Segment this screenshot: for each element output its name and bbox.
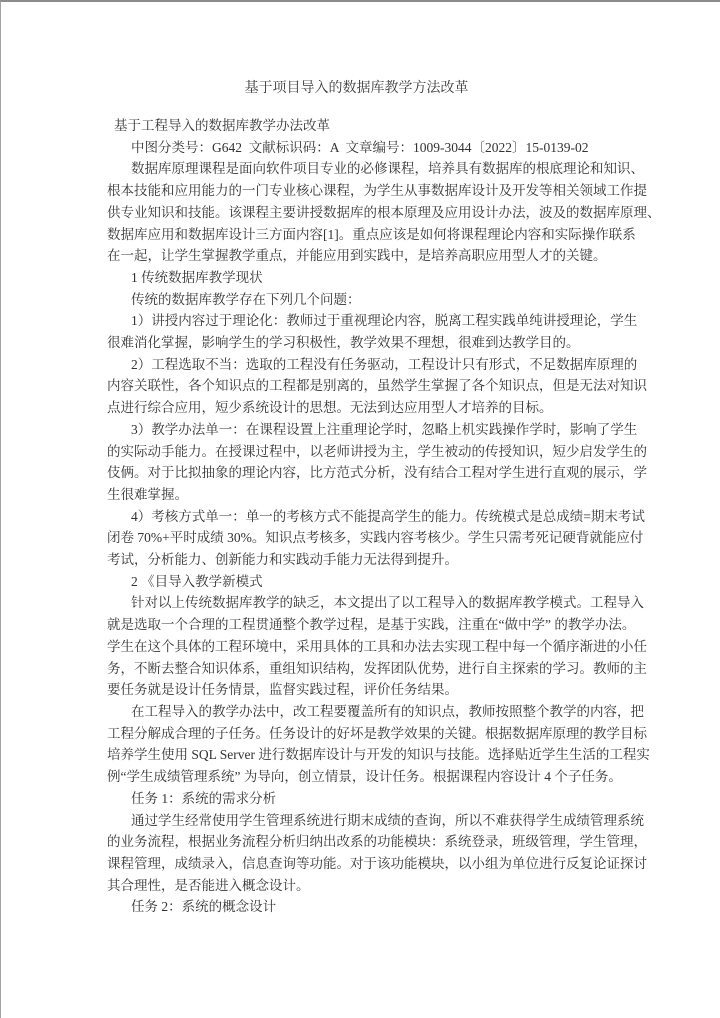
paragraph-line: 2）工程选取不当：选取的工程没有任务驱动，工程设计只有形式，不足数据库原理的 [131, 356, 638, 372]
paragraph-line: 供专业知识和技能。该课程主要讲授数据库的根本原理及应用设计办法，波及的数据库原理、 [107, 204, 661, 220]
paragraph-line: 在一起，让学生掌握教学重点，并能应用到实践中，是培养高职应用型人才的关键。 [107, 248, 607, 264]
paragraph-line: 数据库应用和数据库设计三方面内容[1]。重点应该是如何将课程理论内容和实际操作联系 [107, 226, 636, 242]
paragraph-line: 的实际动手能力。在授课过程中，以老师讲授为主，学生被动的传授知识，短少启发学生的 [107, 443, 647, 459]
paragraph-line: 的业务流程，根据业务流程分析归纳出改系的功能模块：系统登录，班级管理，学生管理， [107, 834, 647, 850]
paragraph-line: 很难消化掌握，影响学生的学习积极性，教学效果不理想，很难到达教学目的。 [107, 335, 580, 351]
task-heading: 任务 1：系统的需求分析 [131, 790, 277, 806]
paragraph-line: 培养学生使用 SQL Server 进行数据库设计与开发的知识与技能。选择贴近学生生活的工程实 [107, 747, 650, 763]
paragraph-line: 4）考核方式单一：单一的考核方式不能提高学生的能力。传统模式是总成绩=期末考试 [131, 508, 645, 524]
paragraph-line: 点进行综合应用，短少系统设计的思想。无法到达应用型人才培养的目标。 [107, 400, 553, 416]
paragraph-line: 内容关联性，各个知识点的工程都是别离的，虽然学生掌握了各个知识点，但是无法对知识 [107, 378, 647, 394]
paragraph-line: 就是选取一个合理的工程贯通整个教学过程，是基于实践，注重在“做中学” 的教学办法。 [107, 617, 636, 633]
paragraph-line: 通过学生经常使用学生管理系统进行期末成绩的查询，所以不难获得学生成绩管理系统 [131, 812, 644, 828]
section-heading: 1 传统数据库教学现状 [131, 269, 263, 285]
title-spacer [107, 100, 720, 115]
paragraph-line: 例“学生成绩管理系统” 为导向，创立情景，设计任务。根据课程内容设计 4 个子任务。 [107, 769, 622, 785]
paragraph-line: 传统的数据库教学存在下列几个问题： [131, 291, 361, 307]
meta-line: 中图分类号：G642 文献标识码：A 文章编号：1009-3044〔2022〕15-0139-02 [131, 139, 589, 155]
paragraph-line: 课程管理，成绩录入，信息查询等功能。对于该功能模块，以小组为单位进行反复论证探讨 [107, 855, 647, 871]
paragraph-line: 考试，分析能力、创新能力和实践动手能力无法得到提升。 [107, 552, 458, 568]
paragraph-line: 闭卷 70%+平时成绩 30%。知识点考核多，实践内容考核少。学生只需考死记硬背就能应付 [107, 530, 644, 546]
paragraph-line: 学生在这个具体的工程环境中，采用具体的工具和办法去实现工程中每一个循序渐进的小任 [107, 638, 647, 654]
paragraph-line: 生很难掌握。 [107, 486, 188, 502]
subtitle-line: 基于工程导入的数据库教学办法改革 [114, 118, 330, 133]
paragraph-line: 其合理性，是否能进入概念设计。 [107, 877, 310, 893]
document-title: 基于项目导入的数据库教学方法改革 [244, 81, 469, 96]
paragraph-line: 工程分解成合理的子任务。任务设计的好坏是教学效果的关键。根据数据库原理的教学目标 [107, 725, 647, 741]
paragraph-line: 伎俩。对于比拟抽象的理论内容，比方范式分析，没有结合工程对学生进行直观的展示，学 [107, 465, 647, 481]
paragraph-line: 在工程导入的教学办法中，改工程要覆盖所有的知识点，教师按照整个教学的内容，把 [131, 703, 644, 719]
paragraph-line: 1）讲授内容过于理论化：教师过于重视理论内容，脱离工程实践单纯讲授理论，学生 [131, 313, 638, 329]
section-heading: 2 《目导入教学新模式 [131, 573, 263, 589]
paragraph-line: 务，不断去整合知识体系，重组知识结构，发挥团队优势，进行自主探索的学习。教师的主 [107, 660, 647, 676]
paragraph-line: 根本技能和应用能力的一门专业核心课程，为学生从事数据库设计及开发等相关领域工作提 [107, 183, 647, 199]
paragraph-line: 3）教学办法单一：在课程设置上注重理论学时，忽略上机实践操作学时，影响了学生 [131, 421, 638, 437]
document-body [107, 115, 661, 918]
task-heading: 任务 2：系统的概念设计 [131, 899, 277, 915]
paragraph-line: 数据库原理课程是面向软件项目专业的必修课程，培养具有数据库的根底理论和知识、 [131, 161, 644, 177]
paragraph-line: 要任务就是设计任务情景，监督实践过程，评价任务结果。 [107, 682, 458, 698]
paragraph-line: 针对以上传统数据库教学的缺乏，本文提出了以工程导入的数据库教学模式。工程导入 [131, 595, 644, 611]
